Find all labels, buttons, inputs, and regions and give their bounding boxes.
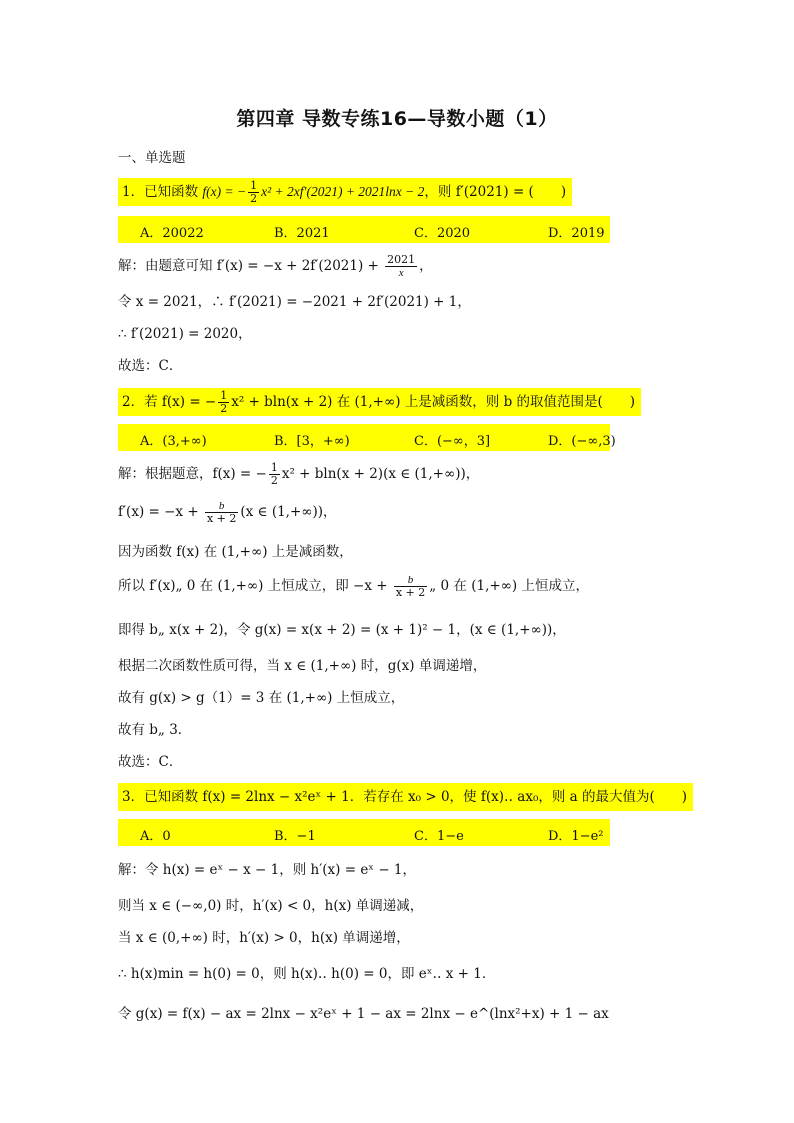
q3-solution-4: ∴ h(x)min = h(0) = 0，则 h(x)‥ h(0) = 0，即 eˣ‥ x + 1． [118, 966, 496, 982]
q1-function-lhs: f(x) = − [202, 184, 247, 199]
page-title: 第四章 导数专练16—导数小题（1） [236, 108, 558, 130]
q3-solution-5: 令 g(x) = f(x) − ax = 2lnx − x²eˣ + 1 − ax = 2lnx − e^(lnx²+x) + 1 − ax [118, 1006, 609, 1022]
q3-solution-2: 则当 x ∈ (−∞,0) 时，h′(x) < 0，h(x) 单调递减， [118, 898, 424, 914]
q2-option-d: D．(−∞,3) [548, 434, 616, 449]
q2-solution-3: 因为函数 f(x) 在 (1,+∞) 上是减函数， [118, 544, 353, 560]
q1-prefix: 1．已知函数 [122, 184, 203, 200]
q2-frac-den: 2 [220, 402, 228, 415]
q1-solution-4: 故选：C． [118, 358, 183, 374]
q2-sol-a-frac-den: 2 [270, 474, 278, 487]
question-1 [118, 180, 572, 205]
q2-sol-d-post: „ 0 在 (1,+∞) 上恒成立， [429, 578, 589, 594]
q2-sol-a-post: x² + bln(x + 2)(x ∈ (1,+∞))， [281, 466, 480, 482]
q2-sol-d-fraction [394, 574, 427, 599]
q2-option-a: A．(3,+∞) [140, 434, 207, 449]
q1-fraction [248, 180, 259, 205]
q3-solution-3: 当 x ∈ (0,+∞) 时，h′(x) > 0，h(x) 单调递增， [118, 930, 410, 946]
q1-sol-frac-num: 2021 [387, 253, 416, 266]
q3-option-b: B．−1 [274, 829, 316, 844]
q1-option-a: A．20022 [140, 226, 204, 241]
q1-option-b: B．2021 [274, 226, 330, 241]
q1-frac-num: 1 [250, 179, 258, 192]
q3-options [118, 819, 610, 846]
question-2-highlight [118, 388, 641, 416]
q1-function-rhs: x² + 2xf′(2021) + 2021lnx − 2 [261, 184, 425, 199]
q2-solution-7: 故有 g(x) > g（1）= 3 在 (1,+∞) 上恒成立， [118, 690, 405, 706]
q2-sol-b-post: (x ∈ (1,+∞))， [240, 504, 337, 520]
q3-option-a: A．0 [140, 829, 171, 844]
q1-sol-fraction [385, 254, 417, 279]
question-3-highlight: 3．已知函数 f(x) = 2lnx − x²eˣ + 1．若存在 x₀ > 0，使 f(x)‥ ax₀，则 a 的最大值为( ) [118, 783, 693, 811]
question-2 [118, 390, 641, 415]
q1-suffix: ，则 f′(2021) = ( ) [424, 184, 567, 200]
q2-sol-d-num: b [394, 574, 427, 587]
q2-sol-a-frac-num: 1 [270, 461, 278, 474]
q2-sol-b-pre: f′(x) = −x + [118, 504, 203, 520]
q1-solution-1 [118, 254, 433, 279]
q2-solution-6: 根据二次函数性质可得，当 x ∈ (1,+∞) 时，g(x) 单调递增， [118, 658, 487, 674]
q3-solution-1: 解：令 h(x) = eˣ − x − 1，则 h′(x) = eˣ − 1， [118, 862, 417, 878]
q2-option-c: C．(−∞，3] [414, 434, 491, 449]
q2-sol-b-fraction [205, 500, 238, 525]
q2-solution-2 [118, 500, 337, 525]
section-heading: 一、单选题 [118, 150, 186, 166]
q1-option-c: C．2020 [414, 226, 471, 241]
q1-frac-den: 2 [250, 192, 258, 205]
q2-sol-b-den: x + 2 [206, 512, 237, 525]
q1-options [118, 216, 610, 243]
q1-sol-line1-text: 解：由题意可知 f′(x) = −x + 2f′(2021) + [118, 258, 384, 274]
q2-solution-5: 即得 b„ x(x + 2)，令 g(x) = x(x + 2) = (x + 1)² − 1，(x ∈ (1,+∞))， [118, 622, 566, 638]
q3-option-c: C．1−e [414, 829, 464, 844]
q2-sol-d-den: x + 2 [395, 586, 426, 599]
q3-option-d: D．1−e² [548, 829, 604, 844]
q1-sol-line1-tail: ， [419, 258, 433, 274]
q2-sol-d-pre: 所以 f′(x)„ 0 在 (1,+∞) 上恒成立，即 −x + [118, 578, 392, 594]
q2-suffix: x² + bln(x + 2) 在 (1,+∞) 上是减函数，则 b 的取值范围是( ) [231, 394, 636, 410]
q2-option-b: B．[3，+∞) [274, 434, 350, 449]
q2-sol-b-num: b [205, 500, 238, 513]
q2-fraction [218, 390, 229, 415]
q2-sol-a-fraction [269, 462, 280, 487]
q1-sol-frac-den: x [398, 267, 404, 279]
q2-prefix: 2．若 f(x) = − [122, 394, 217, 410]
question-1-highlight [118, 178, 572, 206]
question-3 [118, 785, 693, 805]
q2-solution-9: 故选：C． [118, 754, 183, 770]
q2-solution-1 [118, 462, 479, 487]
q2-options [118, 424, 616, 451]
q1-solution-2: 令 x = 2021，∴ f′(2021) = −2021 + 2f′(2021) + 1， [118, 294, 471, 310]
q2-sol-a-pre: 解：根据题意，f(x) = − [118, 466, 267, 482]
q1-option-d: D．2019 [548, 226, 605, 241]
q2-solution-8: 故有 b„ 3． [118, 722, 192, 738]
q1-solution-3: ∴ f′(2021) = 2020， [118, 326, 252, 342]
q2-frac-num: 1 [220, 389, 228, 402]
q2-solution-4 [118, 574, 589, 599]
